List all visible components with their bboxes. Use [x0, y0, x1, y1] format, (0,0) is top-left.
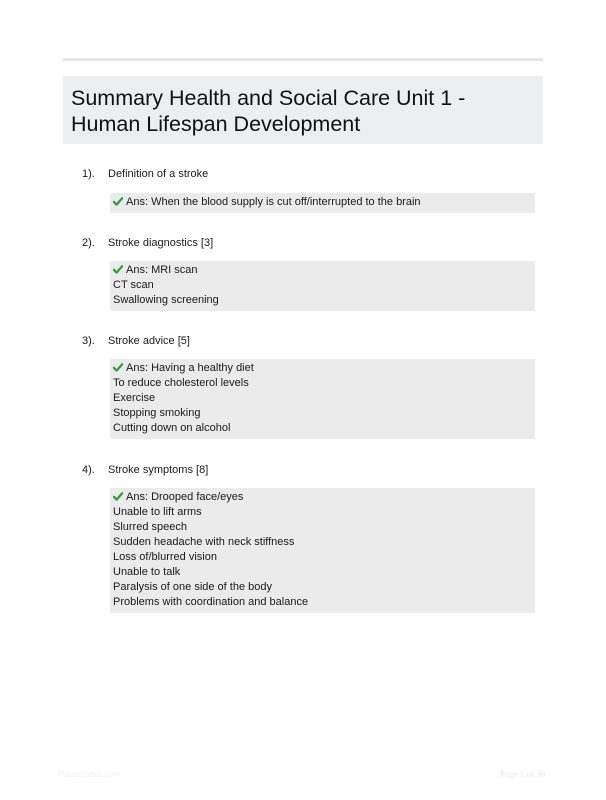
answer-line [113, 565, 535, 580]
question-number: 4). [82, 464, 95, 476]
answer-text: Problems with coordination and balance [113, 596, 309, 608]
answer-text: CT scan [113, 279, 154, 291]
answer-line [113, 535, 535, 550]
question-text: Stroke symptoms [8] [108, 464, 209, 476]
answer-line [113, 550, 535, 565]
answer-text: Exercise [113, 392, 156, 404]
answer-box [110, 261, 535, 311]
answer-line [113, 490, 535, 505]
question-number: 1). [82, 168, 95, 180]
answer-text: To reduce cholesterol levels [113, 377, 249, 389]
answer-line [113, 406, 535, 421]
question-text: Stroke advice [5] [108, 335, 190, 347]
checkmark-icon [113, 197, 123, 206]
answer-text: Stopping smoking [113, 407, 201, 419]
answer-text: Ans: When the blood supply is cut off/interrupted to the brain [126, 196, 421, 208]
answer-line [113, 278, 535, 293]
answer-text: Loss of/blurred vision [113, 551, 217, 563]
answer-line [113, 361, 535, 376]
question-text: Definition of a stroke [108, 168, 209, 180]
checkmark-icon [113, 265, 123, 274]
answer-text: Sudden headache with neck stiffness [113, 536, 295, 548]
answer-text: Cutting down on alcohol [113, 422, 231, 434]
footer-watermark: PaperSibis.com [58, 769, 122, 779]
question-number: 2). [82, 237, 95, 249]
answer-line [113, 421, 535, 436]
answer-text: Ans: Drooped face/eyes [126, 491, 244, 503]
answer-line [113, 195, 535, 210]
answer-text: Unable to lift arms [113, 506, 202, 518]
answer-text: Slurred speech [113, 521, 187, 533]
checkmark-icon [113, 492, 123, 501]
answer-line [113, 376, 535, 391]
page-number: Page 1 of 36 [500, 769, 546, 779]
answer-line [113, 263, 535, 278]
answer-text: Ans: MRI scan [126, 264, 198, 276]
answer-line [113, 293, 535, 308]
answer-line [113, 520, 535, 535]
answer-text: Ans: Having a healthy diet [126, 362, 254, 374]
question-text: Stroke diagnostics [3] [108, 237, 214, 249]
checkmark-icon [113, 363, 123, 372]
top-rule [63, 58, 543, 61]
answer-text: Unable to talk [113, 566, 181, 578]
title-box [63, 76, 543, 144]
answer-text: Paralysis of one side of the body [113, 581, 272, 593]
answer-box [110, 193, 535, 213]
document-title: Summary Health and Social Care Unit 1 - Human Lifespan Development [71, 86, 466, 136]
answer-line [113, 391, 535, 406]
answer-line [113, 595, 535, 610]
answer-line [113, 580, 535, 595]
answer-box [110, 488, 535, 613]
answer-text: Swallowing screening [113, 294, 219, 306]
answer-line [113, 505, 535, 520]
question-number: 3). [82, 335, 95, 347]
answer-box [110, 359, 535, 439]
